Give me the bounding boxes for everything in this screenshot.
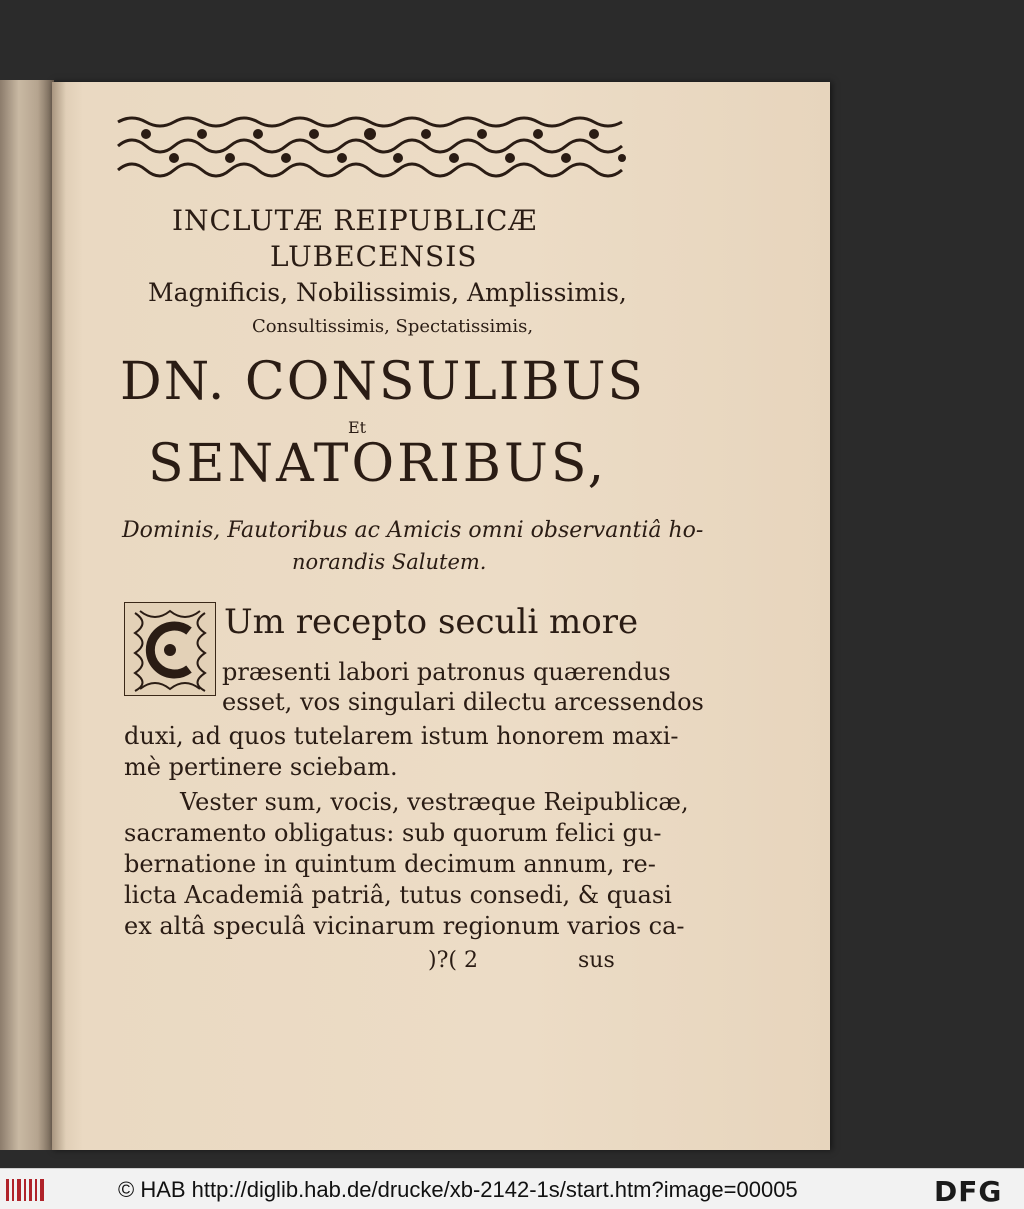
dedication-line-1: Dominis, Fautoribus ac Amicis omni observantiâ ho- <box>122 518 704 543</box>
paragraph-1-line-1: Um recepto seculi more <box>224 602 639 642</box>
decorated-initial-c-icon <box>124 602 216 696</box>
heading-consulibus: DN. CONSULIBUS <box>120 352 646 412</box>
paragraph-2-line-2: sacramento obligatus: sub quorum felici gu- <box>124 819 662 847</box>
ornament-band <box>112 112 632 182</box>
dedication-line-2: norandis Salutem. <box>292 550 487 574</box>
paragraph-1-line-5: mè pertinere sciebam. <box>124 753 398 781</box>
paragraph-2-line-4: licta Academiâ patriâ, tutus consedi, & quasi <box>124 881 672 909</box>
paragraph-1-line-2: præsenti labori patronus quærendus <box>222 658 671 686</box>
paragraph-1-line-3: esset, vos singulari dilectu arcessendos <box>222 688 704 716</box>
barcode-logo-icon[interactable] <box>4 1177 48 1203</box>
title-line-2: LUBECENSIS <box>270 240 478 273</box>
book-page <box>52 82 830 1150</box>
paragraph-2-line-5: ex altâ speculâ vicinarum regionum varios ca- <box>124 912 685 940</box>
heading-senatoribus: SENATORIBUS, <box>148 434 608 494</box>
signature-mark: )?( 2 <box>428 948 478 973</box>
catchword: sus <box>578 948 615 973</box>
honorifics-line-2: Consultissimis, Spectatissimis, <box>252 316 534 337</box>
paragraph-2-line-1: Vester sum, vocis, vestræque Reipublicæ, <box>180 788 689 816</box>
paragraph-1-line-4: duxi, ad quos tutelarem istum honorem maxi- <box>124 722 679 750</box>
previous-page-edge <box>0 80 54 1150</box>
footer-bar <box>0 1168 1024 1209</box>
heading-et: Et <box>348 418 367 437</box>
honorifics-line-1: Magnificis, Nobilissimis, Amplissimis, <box>148 278 627 307</box>
copyright-link[interactable]: © HAB http://diglib.hab.de/drucke/xb-2142-1s/start.htm?image=00005 <box>118 1177 798 1202</box>
title-line-1: INCLUTÆ REIPUBLICÆ <box>172 204 538 237</box>
dfg-logo: DFG <box>934 1175 1003 1208</box>
previous-page-bleed-text <box>6 80 52 1150</box>
paragraph-2-line-3: bernatione in quintum decimum annum, re- <box>124 850 656 878</box>
